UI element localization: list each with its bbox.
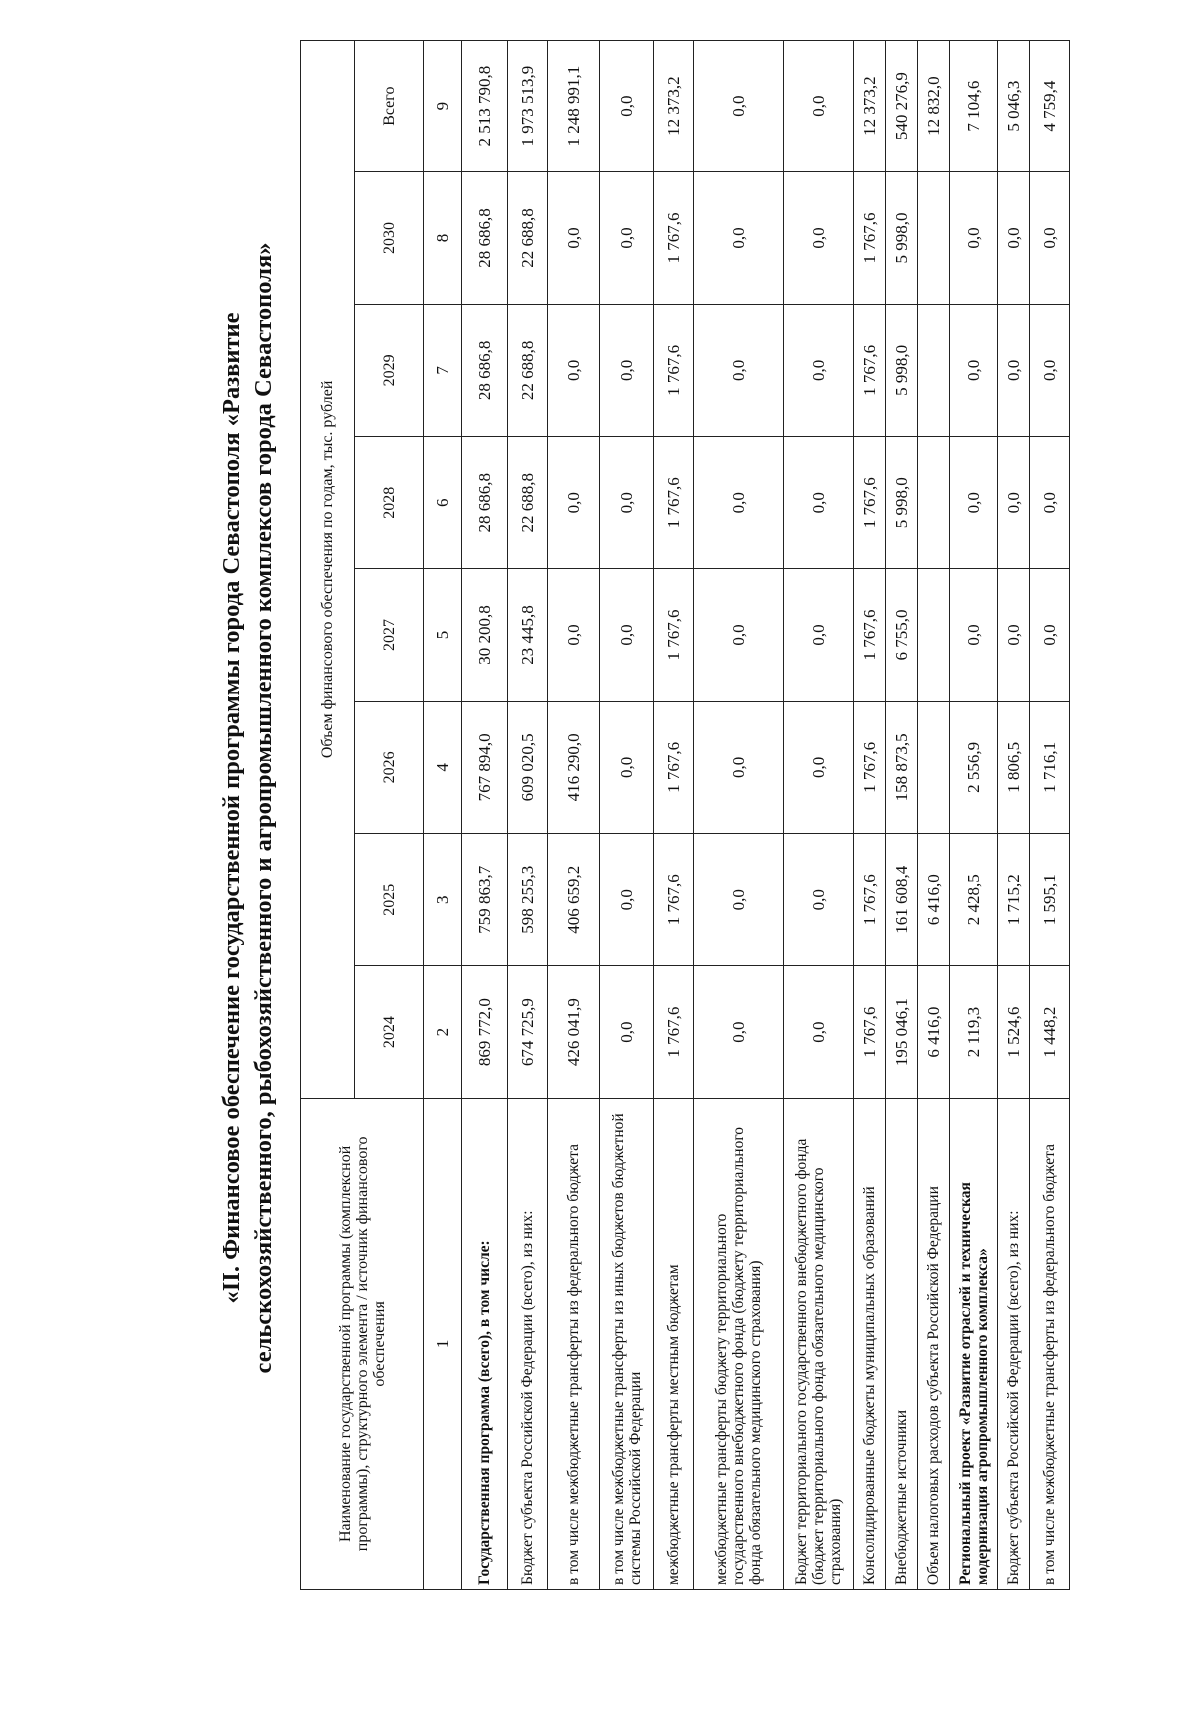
- row-year-value: 0,0: [694, 437, 784, 569]
- row-year-value: 2 119,3: [950, 966, 998, 1098]
- row-year-value: 0,0: [998, 172, 1030, 304]
- row-year-value: 6 755,0: [886, 569, 918, 701]
- column-index: 5: [424, 569, 462, 701]
- row-year-value: [918, 172, 950, 304]
- row-year-value: 158 873,5: [886, 701, 918, 833]
- row-year-value: 0,0: [1030, 304, 1070, 436]
- row-label: в том числе межбюджетные трансферты из федерального бюджета: [1030, 1098, 1070, 1589]
- column-index: 8: [424, 172, 462, 304]
- header-year: 2029: [355, 304, 424, 436]
- column-index: 7: [424, 304, 462, 436]
- row-year-value: 406 659,2: [548, 834, 600, 966]
- financing-table: [300, 40, 1070, 1590]
- header-year: 2030: [355, 172, 424, 304]
- table-row: [462, 41, 508, 1590]
- header-year: 2025: [355, 834, 424, 966]
- header-year: 2027: [355, 569, 424, 701]
- row-total-value: 1 248 991,1: [548, 41, 600, 172]
- row-year-value: 1 715,2: [998, 834, 1030, 966]
- row-year-value: 1 767,6: [654, 437, 694, 569]
- row-year-value: 2 428,5: [950, 834, 998, 966]
- row-year-value: 0,0: [950, 172, 998, 304]
- row-year-value: 0,0: [600, 304, 654, 436]
- row-year-value: 1 448,2: [1030, 966, 1070, 1098]
- title-line-1: «II. Финансовое обеспечение государственной программы города Севастополя «Развитие: [218, 312, 245, 1304]
- header-year: 2024: [355, 966, 424, 1098]
- row-label: Объем налоговых расходов субъекта Российской Федерации: [918, 1098, 950, 1589]
- title-line-2: сельскохозяйственного, рыбохозяйственного и агропромышленного комплексов города Севастополя»: [250, 242, 277, 1374]
- table-row: [548, 41, 600, 1590]
- column-index: 2: [424, 966, 462, 1098]
- row-year-value: 0,0: [694, 172, 784, 304]
- row-year-value: 1 716,1: [1030, 701, 1070, 833]
- row-year-value: 0,0: [998, 437, 1030, 569]
- column-index: 1: [424, 1098, 462, 1589]
- row-year-value: 0,0: [694, 569, 784, 701]
- table-row: [654, 41, 694, 1590]
- row-year-value: [918, 437, 950, 569]
- row-year-value: 1 767,6: [654, 569, 694, 701]
- page-title: [216, 88, 280, 1528]
- row-year-value: 0,0: [784, 834, 854, 966]
- row-year-value: [918, 701, 950, 833]
- row-year-value: 0,0: [784, 569, 854, 701]
- row-year-value: 0,0: [784, 966, 854, 1098]
- table-row: [508, 41, 548, 1590]
- row-year-value: 0,0: [694, 966, 784, 1098]
- row-year-value: 0,0: [998, 569, 1030, 701]
- table-row: [918, 41, 950, 1590]
- row-year-value: 28 686,8: [462, 437, 508, 569]
- row-year-value: 0,0: [600, 172, 654, 304]
- row-year-value: 426 041,9: [548, 966, 600, 1098]
- row-year-value: 23 445,8: [508, 569, 548, 701]
- row-label: межбюджетные трансферты местным бюджетам: [654, 1098, 694, 1589]
- row-year-value: 5 998,0: [886, 437, 918, 569]
- row-year-value: 0,0: [950, 304, 998, 436]
- row-total-value: 0,0: [600, 41, 654, 172]
- header-year: 2028: [355, 437, 424, 569]
- row-year-value: 609 020,5: [508, 701, 548, 833]
- row-year-value: 1 767,6: [854, 569, 886, 701]
- row-year-value: 869 772,0: [462, 966, 508, 1098]
- row-year-value: 0,0: [1030, 172, 1070, 304]
- header-year: 2026: [355, 701, 424, 833]
- row-year-value: 759 863,7: [462, 834, 508, 966]
- table-row: [784, 41, 854, 1590]
- row-year-value: 1 767,6: [854, 437, 886, 569]
- row-total-value: 0,0: [784, 41, 854, 172]
- row-total-value: 7 104,6: [950, 41, 998, 172]
- row-year-value: [918, 304, 950, 436]
- row-year-value: 0,0: [548, 437, 600, 569]
- row-year-value: 0,0: [600, 569, 654, 701]
- row-total-value: 540 276,9: [886, 41, 918, 172]
- row-year-value: [918, 569, 950, 701]
- row-total-value: 4 759,4: [1030, 41, 1070, 172]
- header-name-column: Наименование государственной программы (комплексной программы), структурного элемента / источник финансового обеспечения: [301, 1098, 424, 1589]
- row-label: в том числе межбюджетные трансферты из иных бюджетов бюджетной системы Российской Федерации: [600, 1098, 654, 1589]
- row-year-value: 1 767,6: [854, 304, 886, 436]
- row-year-value: 30 200,8: [462, 569, 508, 701]
- index-row: [424, 41, 462, 1590]
- row-year-value: 161 608,4: [886, 834, 918, 966]
- row-year-value: 416 290,0: [548, 701, 600, 833]
- row-year-value: 0,0: [694, 701, 784, 833]
- row-label: межбюджетные трансферты бюджету территориального государственного внебюджетного фонда (бюджету территориального фонда обязательного медицинского страхования): [694, 1098, 784, 1589]
- row-label: Бюджет субъекта Российской Федерации (всего), из них:: [998, 1098, 1030, 1589]
- row-total-value: 1 973 513,9: [508, 41, 548, 172]
- row-label: Региональный проект «Развитие отраслей и техническая модернизация агропромышленного комплекса»: [950, 1098, 998, 1589]
- row-year-value: 1 806,5: [998, 701, 1030, 833]
- row-year-value: 0,0: [694, 304, 784, 436]
- row-year-value: 1 767,6: [854, 966, 886, 1098]
- row-year-value: 2 556,9: [950, 701, 998, 833]
- row-year-value: 0,0: [600, 834, 654, 966]
- row-label: Бюджет субъекта Российской Федерации (всего), из них:: [508, 1098, 548, 1589]
- table-row: [1030, 41, 1070, 1590]
- row-total-value: 12 373,2: [854, 41, 886, 172]
- row-year-value: 0,0: [600, 437, 654, 569]
- row-year-value: 0,0: [784, 437, 854, 569]
- table-row: [600, 41, 654, 1590]
- table-row: [694, 41, 784, 1590]
- column-index: 6: [424, 437, 462, 569]
- row-total-value: 5 046,3: [998, 41, 1030, 172]
- row-year-value: 22 688,8: [508, 172, 548, 304]
- row-year-value: 1 595,1: [1030, 834, 1070, 966]
- row-year-value: 22 688,8: [508, 437, 548, 569]
- header-volume-group: Объем финансового обеспечения по годам, тыс. рублей: [301, 41, 355, 1099]
- row-label: Внебюджетные источники: [886, 1098, 918, 1589]
- row-year-value: 0,0: [1030, 569, 1070, 701]
- row-year-value: 5 998,0: [886, 304, 918, 436]
- row-year-value: 674 725,9: [508, 966, 548, 1098]
- table-row: [886, 41, 918, 1590]
- row-total-value: 2 513 790,8: [462, 41, 508, 172]
- row-year-value: 1 767,6: [854, 172, 886, 304]
- row-year-value: 6 416,0: [918, 966, 950, 1098]
- column-index: 4: [424, 701, 462, 833]
- header-total: Всего: [355, 41, 424, 172]
- row-year-value: 0,0: [600, 701, 654, 833]
- row-year-value: 0,0: [548, 304, 600, 436]
- row-label: в том числе межбюджетные трансферты из федерального бюджета: [548, 1098, 600, 1589]
- row-year-value: 22 688,8: [508, 304, 548, 436]
- row-year-value: 28 686,8: [462, 304, 508, 436]
- row-total-value: 12 832,0: [918, 41, 950, 172]
- row-year-value: 1 767,6: [854, 701, 886, 833]
- row-total-value: 12 373,2: [654, 41, 694, 172]
- row-year-value: 1 524,6: [998, 966, 1030, 1098]
- row-year-value: 1 767,6: [654, 701, 694, 833]
- row-year-value: 598 255,3: [508, 834, 548, 966]
- row-year-value: 0,0: [998, 304, 1030, 436]
- column-index: 9: [424, 41, 462, 172]
- row-year-value: 0,0: [548, 172, 600, 304]
- row-year-value: 0,0: [548, 569, 600, 701]
- row-year-value: 1 767,6: [654, 966, 694, 1098]
- table-body: [462, 41, 1070, 1590]
- table-row: [854, 41, 886, 1590]
- column-index: 3: [424, 834, 462, 966]
- row-year-value: 1 767,6: [654, 304, 694, 436]
- row-year-value: 0,0: [784, 172, 854, 304]
- row-year-value: 0,0: [784, 701, 854, 833]
- row-year-value: 5 998,0: [886, 172, 918, 304]
- row-year-value: 6 416,0: [918, 834, 950, 966]
- row-label: Государственная программа (всего), в том числе:: [462, 1098, 508, 1589]
- row-year-value: 1 767,6: [654, 834, 694, 966]
- row-year-value: 28 686,8: [462, 172, 508, 304]
- row-year-value: 0,0: [950, 569, 998, 701]
- table-row: [998, 41, 1030, 1590]
- row-year-value: 0,0: [1030, 437, 1070, 569]
- table-row: [950, 41, 998, 1590]
- row-year-value: 0,0: [600, 966, 654, 1098]
- row-year-value: 0,0: [784, 304, 854, 436]
- row-year-value: 0,0: [950, 437, 998, 569]
- row-year-value: 0,0: [694, 834, 784, 966]
- row-year-value: 1 767,6: [654, 172, 694, 304]
- row-year-value: 1 767,6: [854, 834, 886, 966]
- row-year-value: 767 894,0: [462, 701, 508, 833]
- row-year-value: 195 046,1: [886, 966, 918, 1098]
- row-total-value: 0,0: [694, 41, 784, 172]
- row-label: Бюджет территориального государственного внебюджетного фонда (бюджет территориального фонда обязательного медицинского страхования): [784, 1098, 854, 1589]
- row-label: Консолидированные бюджеты муниципальных образований: [854, 1098, 886, 1589]
